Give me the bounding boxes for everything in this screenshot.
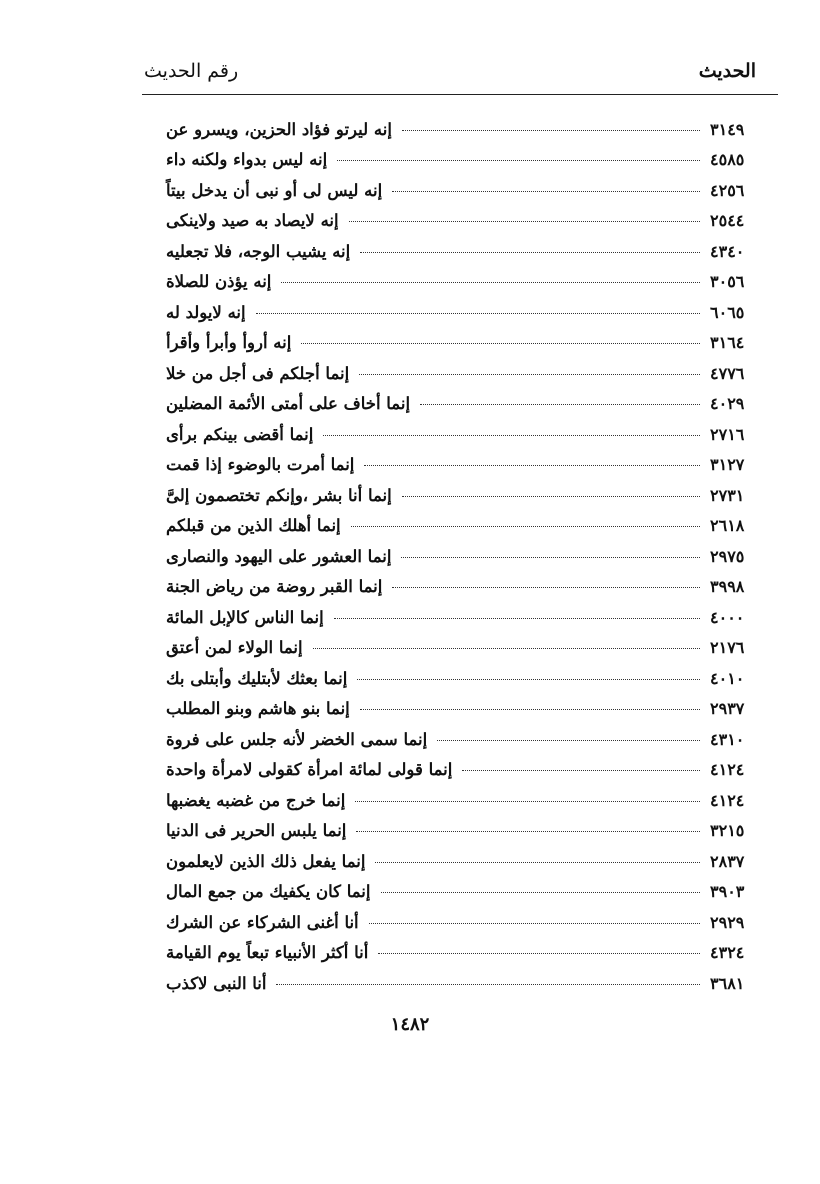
- dot-leader: [356, 831, 700, 832]
- hadith-number: ٣١٤٩: [710, 119, 745, 139]
- list-item: [160, 200, 776, 231]
- hadith-number: ٤٣٤٠: [710, 241, 745, 261]
- list-item: [160, 749, 776, 780]
- list-item: [160, 505, 776, 536]
- list-item: [160, 871, 776, 902]
- hadith-number: ٣٠٥٦: [710, 272, 745, 291]
- hadith-text: إنه ليرتو فؤاد الحزين، ويسرو عن: [166, 119, 392, 139]
- list-item: [160, 139, 776, 170]
- dot-leader: [420, 404, 700, 405]
- hadith-number: ٤٠٠٠: [710, 607, 745, 627]
- list-item: [160, 230, 776, 261]
- hadith-text: أنا أغنى الشركاء عن الشرك: [166, 912, 359, 932]
- dot-leader: [355, 801, 700, 802]
- dot-leader: [381, 892, 701, 893]
- hadith-number: ٢٥٤٤: [710, 211, 745, 230]
- hadith-number: ٤٠١٠: [710, 668, 745, 688]
- hadith-number: ٢٧٣١: [710, 485, 745, 505]
- column-header-hadith-number: رقم الحديث: [144, 60, 239, 82]
- hadith-text: إنما سمى الخضر لأنه جلس على فروة: [166, 729, 428, 749]
- list-item: [160, 718, 776, 749]
- hadith-number: ٤١٢٤: [710, 760, 745, 779]
- hadith-text: إنما يلبس الحرير فى الدنيا: [166, 821, 347, 840]
- hadith-text: إنما بعثك لأبتليك وأبتلى بك: [166, 668, 348, 688]
- hadith-number: ٢٩٢٩: [710, 912, 745, 932]
- hadith-number: ٣٦٨١: [710, 973, 745, 993]
- dot-leader: [281, 282, 700, 283]
- dot-leader: [437, 740, 700, 741]
- dot-leader: [462, 770, 700, 771]
- dot-leader: [359, 374, 700, 375]
- list-item: [160, 108, 776, 139]
- hadith-number: ٣٩٠٣: [710, 882, 745, 901]
- dot-leader: [369, 923, 700, 924]
- hadith-text: إنما الناس كالإبل المائة: [166, 607, 324, 627]
- dot-leader: [392, 587, 700, 588]
- hadith-text: أنا النبى لاكذب: [166, 973, 267, 993]
- hadith-text: إنما بنو هاشم وبنو المطلب: [166, 699, 350, 718]
- hadith-number: ٤٥٨٥: [710, 150, 745, 169]
- list-item: [160, 444, 776, 475]
- dot-leader: [357, 679, 700, 680]
- hadith-text: إنما كان يكفيك من جمع المال: [166, 882, 371, 901]
- hadith-text: إنه لايولد له: [166, 302, 246, 322]
- hadith-number: ٤١٢٤: [710, 790, 745, 810]
- hadith-text: إنما أجلكم فى أجل من خلا: [166, 363, 350, 383]
- list-item: [160, 779, 776, 810]
- hadith-text: إنه يشيب الوجه، فلا تجعليه: [166, 241, 351, 261]
- hadith-number: ٤٢٥٦: [710, 180, 745, 200]
- list-item: [160, 535, 776, 566]
- list-item: [160, 840, 776, 871]
- dot-leader: [337, 160, 700, 161]
- dot-leader: [375, 862, 700, 863]
- list-item: [160, 627, 776, 658]
- dot-leader: [256, 313, 700, 314]
- hadith-text: إنه يؤذن للصلاة: [166, 272, 272, 291]
- hadith-text: إنما أهلك الذين من قبلكم: [166, 516, 341, 535]
- hadith-text: إنما أمرت بالوضوء إذا قمت: [166, 455, 355, 474]
- hadith-number: ٤٧٧٦: [710, 363, 745, 383]
- hadith-number: ٣٢١٥: [710, 821, 745, 840]
- dot-leader: [360, 709, 700, 710]
- dot-leader: [402, 130, 700, 131]
- hadith-text: إنما الولاء لمن أعتق: [166, 638, 303, 657]
- hadith-text: إنما أخاف على أمتى الأئمة المضلين: [166, 394, 411, 413]
- column-header-hadith: الحديث: [698, 60, 756, 82]
- hadith-number: ٢٨٣٧: [710, 851, 745, 871]
- list-item: [160, 169, 776, 200]
- hadith-number: ٢٩٧٥: [710, 546, 745, 566]
- list-item: [160, 322, 776, 353]
- hadith-text: إنما يفعل ذلك الذين لايعلمون: [166, 851, 366, 871]
- header-divider: [142, 94, 778, 95]
- hadith-text: إنه لايصاد به صيد ولاينكى: [166, 211, 339, 230]
- dot-leader: [402, 496, 700, 497]
- list-item: [160, 932, 776, 963]
- page-number: ١٤٨٢: [390, 1014, 430, 1035]
- list-item: [160, 810, 776, 841]
- list-item: [160, 901, 776, 932]
- dot-leader: [301, 343, 700, 344]
- hadith-text: إنما القبر روضة من رياض الجنة: [166, 577, 383, 596]
- hadith-number: ٣٩٩٨: [710, 577, 745, 596]
- hadith-text: إنما أنا بشر ،وإنكم تختصمون إلىَّ: [166, 485, 392, 505]
- dot-leader: [401, 557, 700, 558]
- hadith-number: ٢٦١٨: [710, 516, 745, 535]
- dot-leader: [392, 191, 700, 192]
- hadith-number: ٦٠٦٥: [710, 302, 745, 322]
- dot-leader: [313, 648, 700, 649]
- hadith-number: ٤٠٢٩: [710, 394, 745, 413]
- hadith-text: إنما العشور على اليهود والنصارى: [166, 546, 392, 566]
- hadith-text: إنما أقضى بينكم برأى: [166, 424, 314, 444]
- hadith-number: ٤٣١٠: [710, 729, 745, 749]
- hadith-number: ٢١٧٦: [710, 638, 745, 657]
- dot-leader: [378, 953, 700, 954]
- hadith-index-list: [160, 108, 776, 993]
- list-item: [160, 291, 776, 322]
- hadith-text: إنه أروأ وأبرأ وأقرأ: [166, 333, 292, 352]
- list-item: [160, 962, 776, 993]
- list-item: [160, 352, 776, 383]
- hadith-number: ٣١٦٤: [710, 333, 745, 352]
- list-item: [160, 566, 776, 597]
- list-item: [160, 688, 776, 719]
- hadith-text: إنه ليس لى أو نبى أن يدخل بيتاً: [166, 180, 383, 200]
- hadith-number: ٤٣٢٤: [710, 943, 745, 962]
- dot-leader: [349, 221, 700, 222]
- hadith-text: إنما خرج من غضبه يغضبها: [166, 790, 346, 810]
- hadith-number: ٣١٢٧: [710, 455, 745, 474]
- dot-leader: [351, 526, 700, 527]
- dot-leader: [323, 435, 700, 436]
- dot-leader: [276, 984, 700, 985]
- hadith-text: إنما قولى لمائة امرأة كقولى لامرأة واحدة: [166, 760, 453, 779]
- hadith-number: ٢٧١٦: [710, 424, 745, 444]
- hadith-text: أنا أكثر الأنبياء تبعاً يوم القيامة: [166, 943, 369, 962]
- dot-leader: [364, 465, 700, 466]
- dot-leader: [360, 252, 700, 253]
- list-item: [160, 596, 776, 627]
- list-item: [160, 657, 776, 688]
- hadith-text: إنه ليس بدواء ولكنه داء: [166, 150, 328, 169]
- list-item: [160, 383, 776, 414]
- list-item: [160, 261, 776, 292]
- hadith-number: ٢٩٣٧: [710, 699, 745, 718]
- dot-leader: [334, 618, 700, 619]
- list-item: [160, 474, 776, 505]
- list-item: [160, 413, 776, 444]
